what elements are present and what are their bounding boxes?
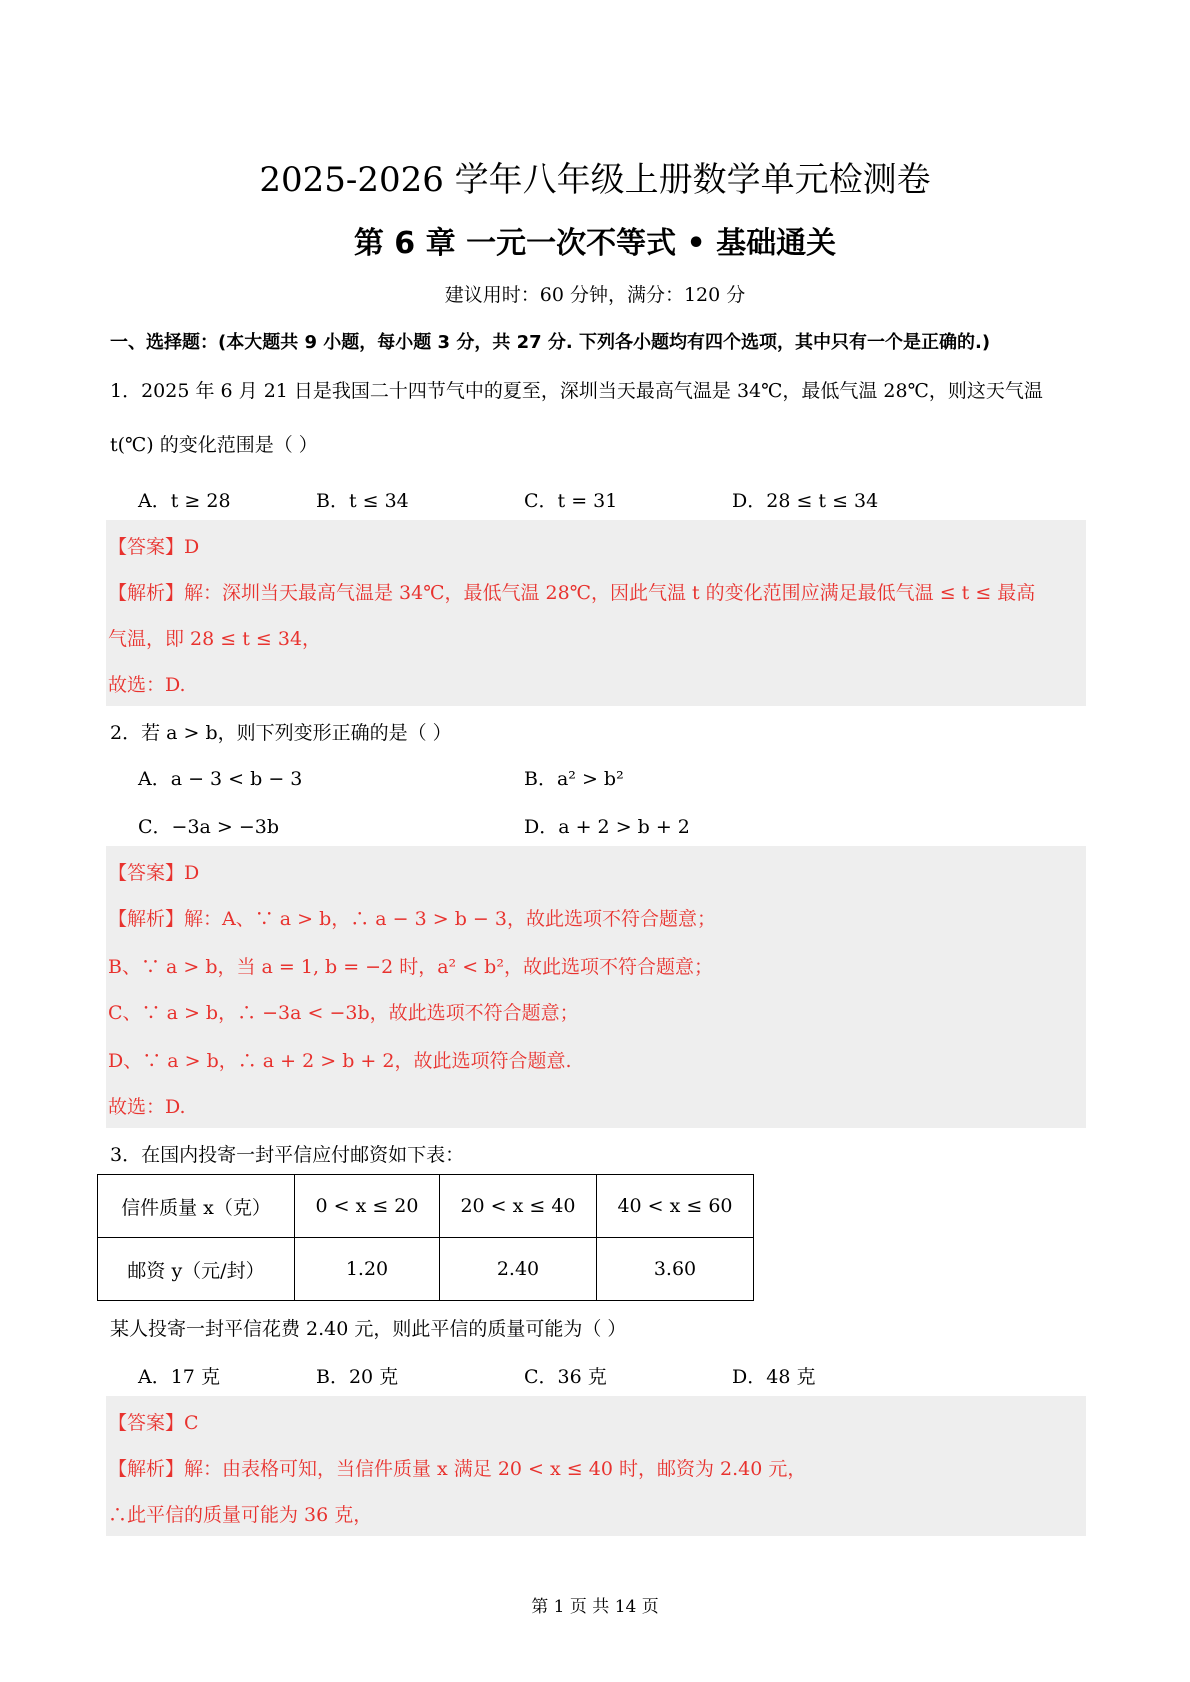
q3-option-d: D．48 克 xyxy=(732,1366,816,1388)
q3-analysis-line2: ∴此平信的质量可能为 36 克， xyxy=(108,1504,373,1526)
chapter-subtitle: 第 6 章 一元一次不等式 • 基础通关 xyxy=(353,226,837,261)
q1-option-a: A．t ≥ 28 xyxy=(138,490,231,512)
q3-analysis-line1: 【解析】解：由表格可知，当信件质量 x 满足 20 < x ≤ 40 时，邮资为 2.40 元， xyxy=(108,1458,807,1480)
table-range-cell: 20 < x ≤ 40 xyxy=(440,1175,597,1238)
table-price-cell: 1.20 xyxy=(295,1238,440,1301)
q1-answer-block xyxy=(106,520,1086,706)
q2-analysis-line3: C、∵ a > b，∴ −3a < −3b，故此选项不符合题意； xyxy=(108,1002,579,1024)
q3-question: 某人投寄一封平信花费 2.40 元，则此平信的质量可能为（ ） xyxy=(110,1318,627,1340)
table-price-cell: 3.60 xyxy=(597,1238,754,1301)
q2-stem: 2．若 a > b，则下列变形正确的是（ ） xyxy=(110,722,452,744)
q2-option-d: D．a + 2 > b + 2 xyxy=(524,816,690,838)
q2-answer-block xyxy=(106,846,1086,1128)
q2-conclusion: 故选：D. xyxy=(108,1096,186,1118)
q1-answer: 【答案】D xyxy=(108,536,200,558)
q1-option-c: C．t = 31 xyxy=(524,490,618,512)
q2-answer: 【答案】D xyxy=(108,862,200,884)
q2-option-b: B．a² > b² xyxy=(524,768,624,790)
q1-stem-line1: 1．2025 年 6 月 21 日是我国二十四节气中的夏至，深圳当天最高气温是 34℃，最低气温 28℃，则这天气温 xyxy=(110,380,1043,402)
table-row xyxy=(98,1175,754,1238)
q3-option-a: A．17 克 xyxy=(138,1366,220,1388)
q2-analysis-line2: B、∵ a > b，当 a = 1, b = −2 时，a² < b²，故此选项不符合题意； xyxy=(108,956,713,978)
exam-title: 2025-2026 学年八年级上册数学单元检测卷 xyxy=(259,160,931,200)
page-footer: 第 1 页 共 14 页 xyxy=(531,1597,659,1617)
q3-answer: 【答案】C xyxy=(108,1412,199,1434)
q1-option-d: D．28 ≤ t ≤ 34 xyxy=(732,490,879,512)
q3-option-c: C．36 克 xyxy=(524,1366,607,1388)
q2-analysis-line4: D、∵ a > b，∴ a + 2 > b + 2，故此选项符合题意. xyxy=(108,1050,572,1072)
q2-option-c: C．−3a > −3b xyxy=(138,816,280,838)
q3-stem: 3．在国内投寄一封平信应付邮资如下表： xyxy=(110,1144,465,1166)
table-row-label: 邮资 y（元/封） xyxy=(98,1238,295,1301)
table-range-cell: 0 < x ≤ 20 xyxy=(295,1175,440,1238)
table-price-cell: 2.40 xyxy=(440,1238,597,1301)
q1-analysis-line1: 【解析】解：深圳当天最高气温是 34℃，最低气温 28℃，因此气温 t 的变化范围应满足最低气温 ≤ t ≤ 最高 xyxy=(108,582,1036,604)
q2-analysis-line1: 【解析】解：A、∵ a > b，∴ a − 3 > b − 3，故此选项不符合题意； xyxy=(108,908,716,930)
q2-option-a: A．a − 3 < b − 3 xyxy=(138,768,303,790)
q1-analysis-line2: 气温，即 28 ≤ t ≤ 34， xyxy=(108,628,322,650)
q1-option-b: B．t ≤ 34 xyxy=(316,490,409,512)
time-info: 建议用时：60 分钟，满分：120 分 xyxy=(444,284,746,306)
q1-stem-line2: t(℃) 的变化范围是（ ） xyxy=(110,434,318,456)
table-range-cell: 40 < x ≤ 60 xyxy=(597,1175,754,1238)
q1-conclusion: 故选：D. xyxy=(108,674,186,696)
table-header-label: 信件质量 x（克） xyxy=(98,1175,295,1238)
table-row xyxy=(98,1238,754,1301)
q3-option-b: B．20 克 xyxy=(316,1366,399,1388)
postage-table xyxy=(97,1174,754,1301)
section-heading: 一、选择题：(本大题共 9 小题，每小题 3 分，共 27 分. 下列各小题均有四个选项，其中只有一个是正确的.) xyxy=(110,332,991,353)
